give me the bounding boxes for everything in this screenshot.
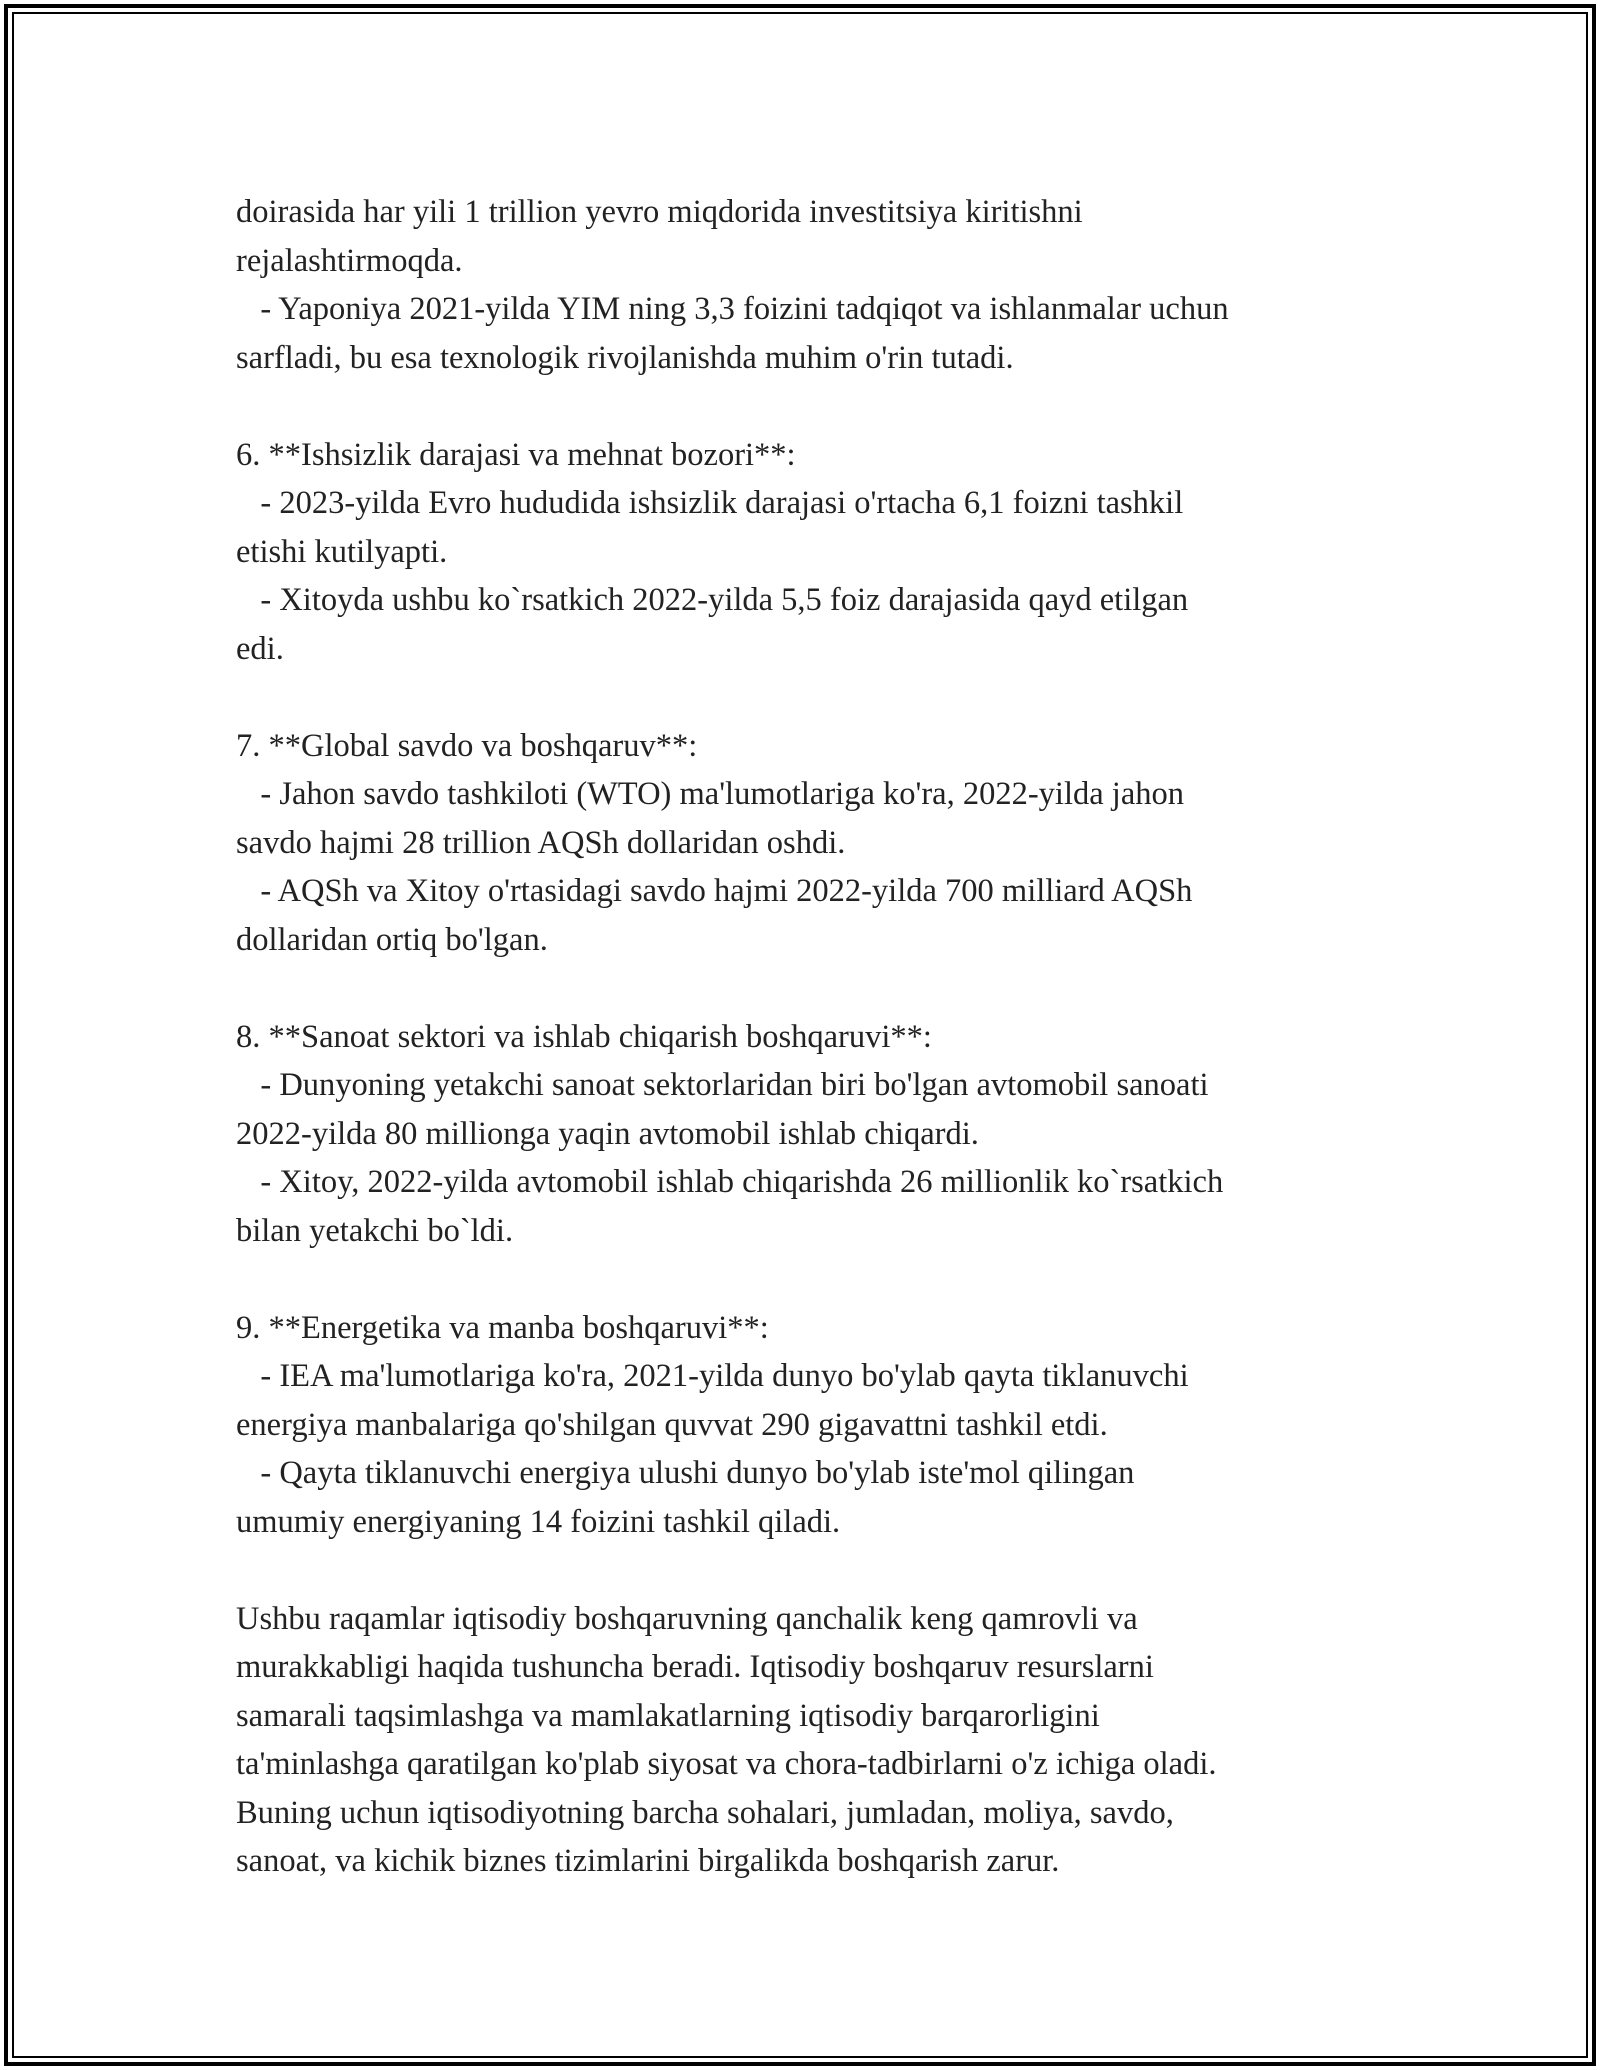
text-line: - Jahon savdo tashkiloti (WTO) ma'lumotlariga ko'ra, 2022-yilda jahon	[236, 776, 1184, 812]
paragraph-gap	[236, 964, 1386, 1013]
section-heading: 7. **Global savdo va boshqaruv**:	[236, 727, 698, 764]
text-line: bilan yetakchi bo`ldi.	[236, 1212, 514, 1249]
text-line: energiya manbalariga qo'shilgan quvvat 290 gigavattni tashkil etdi.	[236, 1406, 1108, 1443]
text-line: doirasida har yili 1 trillion yevro miqdorida investitsiya kiritishni	[236, 194, 1083, 230]
text-line: - AQSh va Xitoy o'rtasidagi savdo hajmi 2022-yilda 700 milliard AQSh	[236, 873, 1193, 909]
text-line: savdo hajmi 28 trillion AQSh dollaridan oshdi.	[236, 824, 846, 861]
text-line: - Qayta tiklanuvchi energiya ulushi dunyo bo'ylab iste'mol qilingan	[236, 1455, 1135, 1491]
section-6	[236, 431, 1386, 674]
text-line: sarfladi, bu esa texnologik rivojlanishda muhim o'rin tutadi.	[236, 339, 1014, 376]
text-line: - Xitoyda ushbu ko`rsatkich 2022-yilda 5,5 foiz darajasida qayd etilgan	[236, 582, 1189, 618]
text-line: dollaridan ortiq bo'lgan.	[236, 921, 548, 958]
text-line: - 2023-yilda Evro hududida ishsizlik darajasi o'rtacha 6,1 foizni tashkil	[236, 485, 1184, 521]
text-line: edi.	[236, 630, 284, 667]
section-heading: 9. **Energetika va manba boshqaruvi**:	[236, 1309, 769, 1346]
text-line: rejalashtirmoqda.	[236, 242, 463, 279]
paragraph-conclusion	[236, 1595, 1386, 1886]
text-line: - Yaponiya 2021-yilda YIM ning 3,3 foizini tadqiqot va ishlanmalar uchun	[236, 291, 1229, 327]
section-9	[236, 1304, 1386, 1547]
section-8	[236, 1013, 1386, 1256]
text-line: samarali taqsimlashga va mamlakatlarning iqtisodiy barqarorligini	[236, 1697, 1100, 1734]
text-line: Ushbu raqamlar iqtisodiy boshqaruvning qanchalik keng qamrovli va	[236, 1600, 1138, 1637]
paragraph-gap	[236, 382, 1386, 431]
text-line: sanoat, va kichik biznes tizimlarini birgalikda boshqarish zarur.	[236, 1843, 1060, 1879]
text-line: murakkabligi haqida tushuncha beradi. Iqtisodiy boshqaruv resurslarni	[236, 1649, 1154, 1685]
text-line: Buning uchun iqtisodiyotning barcha sohalari, jumladan, moliya, savdo,	[236, 1794, 1174, 1831]
text-line: 2022-yilda 80 millionga yaqin avtomobil ishlab chiqardi.	[236, 1115, 979, 1152]
text-line: - IEA ma'lumotlariga ko'ra, 2021-yilda dunyo bo'ylab qayta tiklanuvchi	[236, 1358, 1189, 1394]
document-body	[236, 188, 1386, 1886]
paragraph-gap	[236, 1546, 1386, 1595]
paragraph-gap	[236, 1255, 1386, 1304]
text-line: - Dunyoning yetakchi sanoat sektorlaridan biri bo'lgan avtomobil sanoati	[236, 1067, 1209, 1103]
text-line: - Xitoy, 2022-yilda avtomobil ishlab chiqarishda 26 millionlik ko`rsatkich	[236, 1164, 1224, 1200]
section-7	[236, 722, 1386, 965]
section-heading: 6. **Ishsizlik darajasi va mehnat bozori**:	[236, 436, 796, 473]
paragraph-gap	[236, 673, 1386, 722]
paragraph-intro-tail	[236, 188, 1386, 382]
text-line: umumiy energiyaning 14 foizini tashkil qiladi.	[236, 1503, 841, 1540]
text-line: ta'minlashga qaratilgan ko'plab siyosat va chora-tadbirlarni o'z ichiga oladi.	[236, 1746, 1217, 1782]
text-line: etishi kutilyapti.	[236, 533, 448, 570]
section-heading: 8. **Sanoat sektori va ishlab chiqarish boshqaruvi**:	[236, 1018, 932, 1055]
